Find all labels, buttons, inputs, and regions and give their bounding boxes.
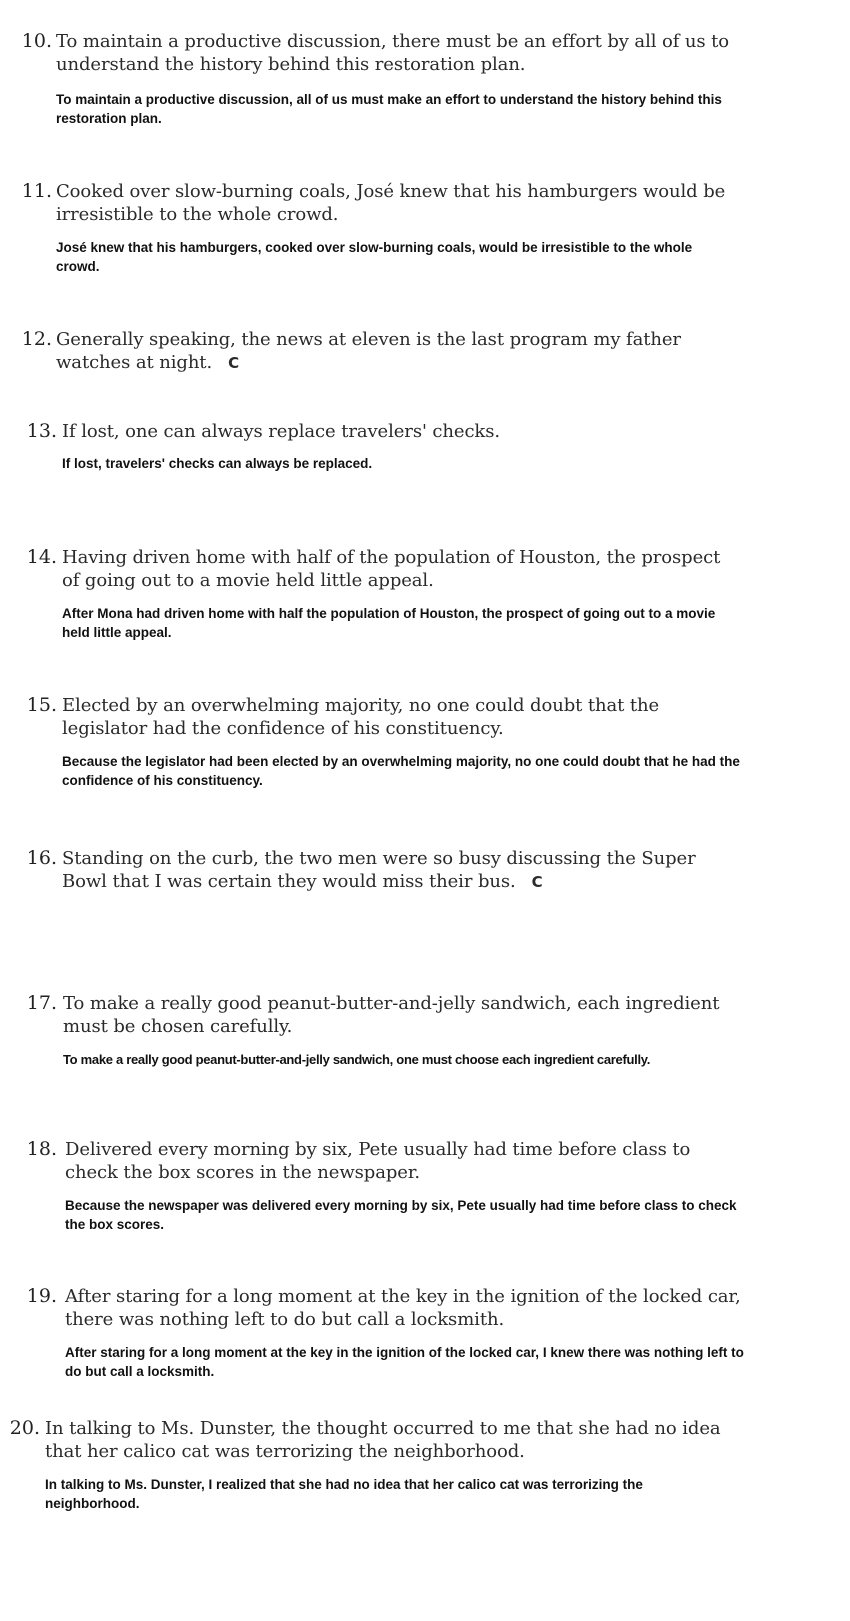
original-sentence-text: Standing on the curb, the two men were so busy discussing the Super Bowl that I was certain they would miss their bus. — [62, 848, 696, 892]
item-number: 16. — [26, 847, 57, 869]
original-sentence: To make a really good peanut-butter-and-jelly sandwich, each ingredient must be chosen carefully. — [63, 993, 720, 1037]
original-sentence: Elected by an overwhelming majority, no one could doubt that the legislator had the confidence of his constituency. — [62, 695, 660, 739]
correct-mark: C — [531, 873, 543, 891]
item-number: 14. — [26, 546, 57, 568]
item-number: 18. — [26, 1138, 57, 1160]
item-number: 15. — [26, 694, 57, 716]
original-sentence: Having driven home with half of the population of Houston, the prospect of going out to a movie held little appeal. — [62, 547, 721, 591]
original-sentence-text: Generally speaking, the news at eleven is the last program my father watches at night. — [56, 329, 681, 373]
original-sentence — [56, 328, 746, 375]
original-sentence: In talking to Ms. Dunster, the thought occurred to me that she had no idea that her calico cat was terrorizing the neighborhood. — [45, 1418, 721, 1462]
revised-sentence: Because the legislator had been elected by an overwhelming majority, no one could doubt that he had the confidence of his constituency. — [62, 754, 740, 788]
item-number: 10. — [21, 30, 52, 52]
revised-sentence: After staring for a long moment at the key in the ignition of the locked car, I knew there was nothing left to do but call a locksmith. — [65, 1345, 744, 1379]
original-sentence: Cooked over slow-burning coals, José knew that his hamburgers would be irresistible to the whole crowd. — [56, 181, 726, 225]
item-number: 19. — [26, 1285, 57, 1307]
revised-sentence: In talking to Ms. Dunster, I realized that she had no idea that her calico cat was terrorizing the neighborhood. — [45, 1477, 643, 1511]
item-number: 17. — [26, 992, 57, 1014]
revised-sentence: To maintain a productive discussion, all of us must make an effort to understand the history behind this restoration plan. — [56, 92, 722, 126]
revised-sentence: If lost, travelers' checks can always be replaced. — [62, 456, 373, 471]
original-sentence: If lost, one can always replace travelers' checks. — [62, 421, 500, 442]
original-sentence: After staring for a long moment at the key in the ignition of the locked car, there was nothing left to do but call a locksmith. — [65, 1286, 741, 1330]
original-sentence — [62, 847, 742, 894]
item-number: 11. — [21, 180, 52, 202]
revised-sentence: After Mona had driven home with half the population of Houston, the prospect of going out to a movie held little appeal. — [62, 606, 716, 640]
revised-sentence: José knew that his hamburgers, cooked over slow-burning coals, would be irresistible to the whole crowd. — [56, 240, 693, 274]
item-number: 12. — [21, 328, 52, 350]
revised-sentence: Because the newspaper was delivered every morning by six, Pete usually had time before class to check the box scores. — [65, 1198, 737, 1232]
item-number: 20. — [9, 1417, 40, 1439]
revised-sentence: To make a really good peanut-butter-and-jelly sandwich, one must choose each ingredient carefully. — [63, 1052, 651, 1067]
original-sentence: To maintain a productive discussion, there must be an effort by all of us to understand the history behind this restoration plan. — [56, 31, 730, 75]
item-number: 13. — [26, 420, 57, 442]
correct-mark: C — [228, 354, 239, 372]
original-sentence: Delivered every morning by six, Pete usually had time before class to check the box scores in the newspaper. — [65, 1139, 691, 1183]
